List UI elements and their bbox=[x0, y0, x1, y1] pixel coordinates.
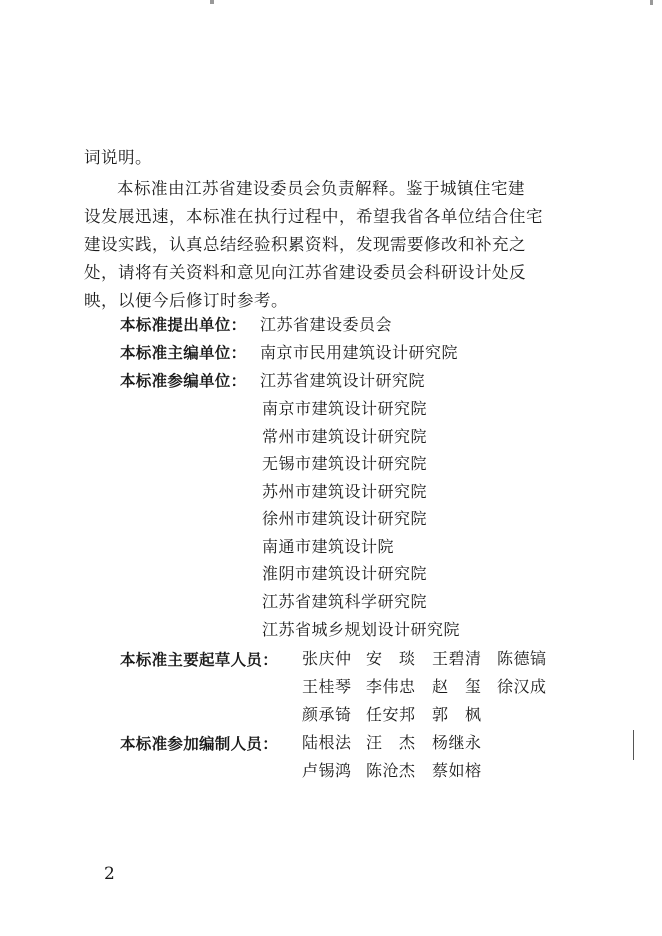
participant-unit: 南京市建筑设计研究院 bbox=[262, 399, 428, 418]
person-name: 陆根法 bbox=[302, 733, 352, 752]
person-name: 陈德镐 bbox=[497, 649, 547, 668]
person-name: 安 琰 bbox=[366, 649, 416, 668]
contributors-label: 本标准参加编制人员： bbox=[120, 735, 279, 753]
person-name: 蔡如榕 bbox=[432, 761, 482, 780]
chief-editor-value: 南京市民用建筑设计研究院 bbox=[260, 343, 459, 362]
person-name: 赵 玺 bbox=[432, 677, 482, 696]
proposer-label: 本标准提出单位： bbox=[120, 316, 247, 334]
person-name: 徐汉成 bbox=[497, 677, 547, 696]
person-name: 汪 杰 bbox=[366, 733, 416, 752]
scan-mark bbox=[633, 730, 634, 760]
text-line: 建设实践，认真总结经验积累资料，发现需要修改和补充之 bbox=[84, 235, 526, 254]
participant-unit: 江苏省建筑科学研究院 bbox=[262, 592, 428, 611]
participant-unit: 常州市建筑设计研究院 bbox=[262, 427, 428, 446]
text-line: 本标准由江苏省建设委员会负责解释。鉴于城镇住宅建 bbox=[117, 179, 525, 198]
participant-unit: 淮阴市建筑设计研究院 bbox=[262, 564, 428, 583]
text-line: 处，请将有关资料和意见向江苏省建设委员会科研设计处反 bbox=[84, 263, 526, 282]
person-name: 颜承锜 bbox=[302, 705, 352, 724]
participant-unit: 江苏省建筑设计研究院 bbox=[260, 371, 426, 390]
proposer-value: 江苏省建设委员会 bbox=[260, 315, 393, 334]
scan-mark bbox=[210, 0, 214, 4]
chief-editor-label: 本标准主编单位： bbox=[120, 344, 247, 362]
person-name: 郭 枫 bbox=[432, 705, 482, 724]
scan-mark bbox=[650, 0, 653, 5]
person-name: 王碧清 bbox=[432, 649, 482, 668]
participants-label: 本标准参编单位： bbox=[120, 372, 247, 390]
person-name: 李伟忠 bbox=[366, 677, 416, 696]
participant-unit: 江苏省城乡规划设计研究院 bbox=[262, 620, 461, 639]
person-name: 任安邦 bbox=[366, 705, 416, 724]
text-line: 词说明。 bbox=[84, 148, 152, 167]
intro-paragraph bbox=[84, 144, 584, 315]
text-line: 设发展迅速，本标准在执行过程中，希望我省各单位结合住宅 bbox=[84, 207, 543, 226]
participant-unit: 无锡市建筑设计研究院 bbox=[262, 454, 428, 473]
participant-unit: 南通市建筑设计院 bbox=[262, 537, 395, 556]
person-name: 卢锡鸿 bbox=[302, 761, 352, 780]
page-number: 2 bbox=[104, 864, 115, 884]
person-name: 王桂琴 bbox=[302, 677, 352, 696]
participant-unit: 苏州市建筑设计研究院 bbox=[262, 482, 428, 501]
person-name: 陈沧杰 bbox=[366, 761, 416, 780]
participant-unit: 徐州市建筑设计研究院 bbox=[262, 509, 428, 528]
person-name: 杨继永 bbox=[432, 733, 482, 752]
text-line: 映，以便今后修订时参考。 bbox=[84, 291, 288, 310]
person-name: 张庆仲 bbox=[302, 649, 352, 668]
main-drafters-label: 本标准主要起草人员： bbox=[120, 651, 279, 669]
